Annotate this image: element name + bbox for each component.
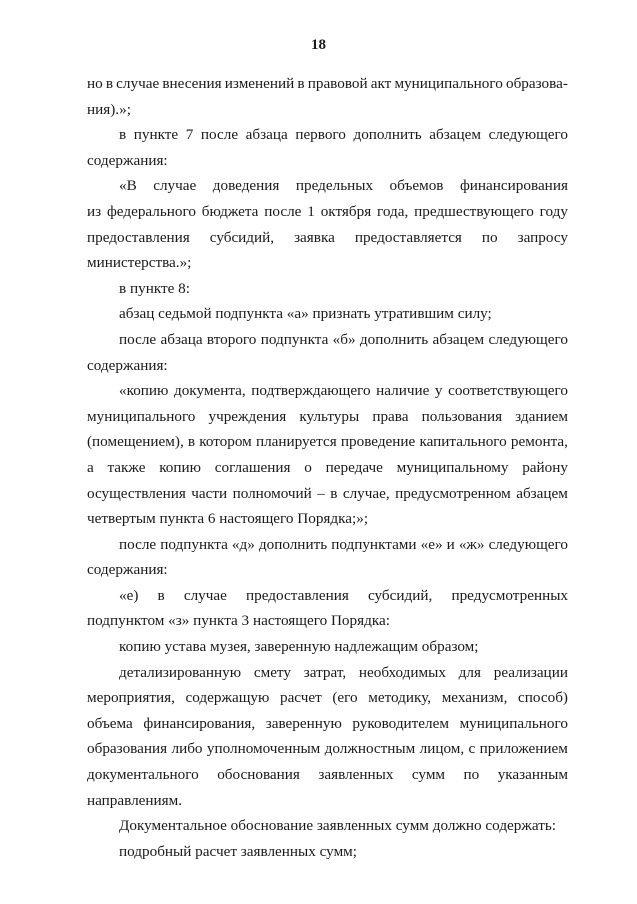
text-line: документального обоснования заявленных сумм по указанным	[87, 766, 568, 784]
text-line: содержания:	[87, 561, 168, 579]
text-line: предоставления субсидий, заявка предоставляется по запросу	[87, 228, 568, 246]
text-line: копию устава музея, заверенную надлежащим образом;	[119, 638, 479, 656]
text-line: но в случае внесения изменений в правовой акт муниципального образова-	[87, 75, 568, 92]
text-line: «В случае доведения предельных объемов финансирования	[119, 177, 568, 195]
page-number: 18	[311, 37, 326, 53]
text-line: из федерального бюджета после 1 октября года, предшествующего году	[87, 202, 568, 220]
text-line: подпунктом «з» пункта 3 настоящего Порядка:	[87, 612, 390, 630]
text-line: (помещением), в котором планируется проведение капитального ремонта,	[87, 433, 568, 451]
text-line: содержания:	[87, 151, 168, 169]
text-line: ния).»;	[87, 100, 131, 118]
text-line: в пункте 8:	[119, 279, 190, 297]
document-body	[87, 71, 568, 864]
text-line: детализированную смету затрат, необходимых для реализации	[119, 663, 568, 681]
text-line: «копию документа, подтверждающего наличие у соответствующего	[119, 382, 568, 400]
text-line: после подпункта «д» дополнить подпунктами «е» и «ж» следующего	[119, 535, 568, 553]
text-line: министерства.»;	[87, 254, 192, 272]
text-line: Документальное обоснование заявленных сумм должно содержать:	[119, 817, 557, 835]
text-line: осуществления части полномочий – в случае, предусмотренном абзацем	[87, 484, 568, 502]
text-line: объема финансирования, заверенную руководителем муниципального	[87, 714, 568, 732]
text-line: а также копию соглашения о передаче муниципальному району	[87, 458, 568, 476]
text-line: содержания:	[87, 356, 168, 374]
text-line: абзац седьмой подпункта «а» признать утратившим силу;	[119, 305, 492, 323]
text-line: «е) в случае предоставления субсидий, предусмотренных	[119, 586, 568, 604]
text-line: четвертым пункта 6 настоящего Порядка;»;	[87, 510, 369, 528]
text-line: в пункте 7 после абзаца первого дополнить абзацем следующего	[119, 126, 568, 144]
text-line: мероприятия, содержащую расчет (его методику, механизм, способ)	[87, 689, 568, 707]
text-line: муниципального учреждения культуры права пользования зданием	[87, 407, 568, 425]
text-line: направлениям.	[87, 791, 183, 809]
text-line: после абзаца второго подпункта «б» дополнить абзацем следующего	[119, 330, 568, 348]
text-line: образования либо уполномоченным должностным лицом, с приложением	[87, 740, 568, 758]
text-line: подробный расчет заявленных сумм;	[119, 842, 358, 860]
